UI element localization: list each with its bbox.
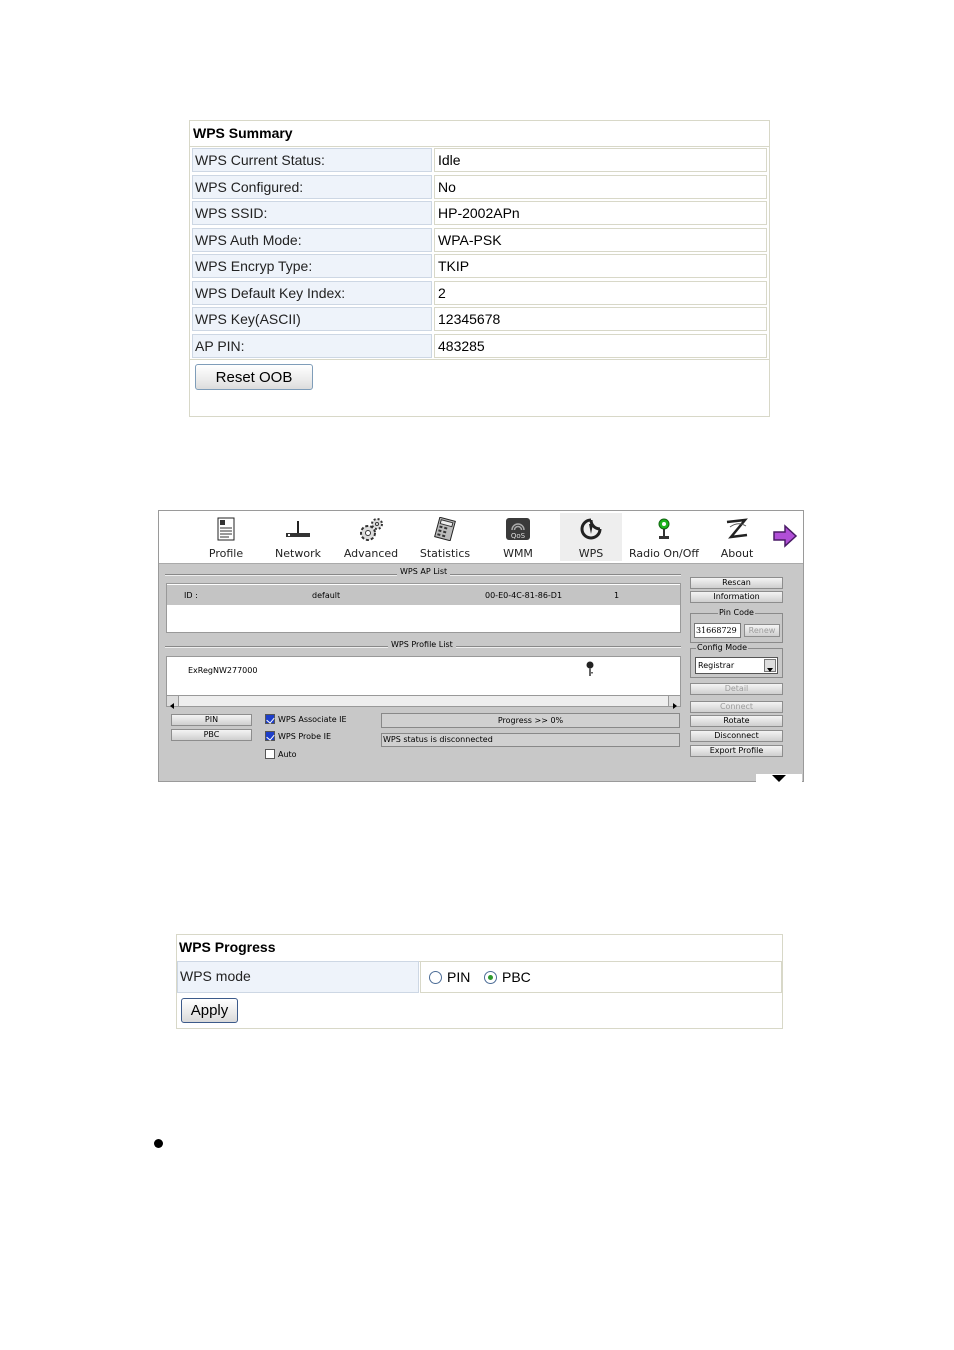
radio-icon (655, 517, 673, 541)
summary-label: WPS Configured: (192, 175, 432, 199)
summary-label: WPS Encryp Type: (192, 254, 432, 278)
scroll-left-button[interactable] (167, 696, 179, 706)
chevron-down-icon (765, 664, 775, 675)
toolbar-radio[interactable] (625, 513, 703, 561)
wps-progress-panel (176, 934, 783, 1029)
horizontal-scrollbar[interactable] (166, 695, 681, 707)
pin-radio[interactable] (429, 971, 442, 984)
utility-toolbar (159, 511, 803, 564)
wps-summary-title: WPS Summary (190, 121, 769, 147)
wps-probe-ie-checkbox[interactable] (265, 731, 275, 741)
summary-value: HP-2002APn (434, 201, 767, 225)
ap-count: 1 (614, 591, 620, 600)
statistics-icon (434, 517, 456, 541)
bullet-point (154, 1139, 163, 1148)
auto-label: Auto (278, 750, 297, 759)
summary-value: No (434, 175, 767, 199)
toolbar-label: Statistics (419, 547, 471, 560)
summary-row-auth-mode (190, 227, 769, 253)
summary-row-ap-pin (190, 333, 769, 359)
config-mode-title: Config Mode (697, 643, 748, 652)
summary-value: 483285 (434, 334, 767, 358)
auto-checkbox[interactable] (265, 749, 275, 759)
toolbar-advanced[interactable] (340, 513, 402, 561)
summary-row-ssid (190, 200, 769, 226)
pin-button[interactable]: PIN (171, 714, 252, 726)
toolbar-label: WMM (503, 547, 533, 560)
toolbar-label: Radio On/Off (629, 547, 699, 560)
config-mode-group (690, 643, 783, 678)
summary-row-configured (190, 174, 769, 200)
pin-code-title: Pin Code (719, 608, 754, 617)
summary-row-current-status (190, 147, 769, 173)
export-profile-button[interactable]: Export Profile (690, 745, 783, 757)
wmm-icon (505, 517, 531, 541)
summary-value: 12345678 (434, 307, 767, 331)
wmm-qos-label: QoS (510, 532, 526, 540)
toolbar-label: About (720, 547, 754, 560)
config-mode-select[interactable] (695, 657, 778, 674)
triangle-down-icon (772, 775, 786, 782)
pbc-radio[interactable] (484, 971, 497, 984)
toolbar-label: Network (275, 547, 321, 560)
disconnect-button[interactable]: Disconnect (690, 730, 783, 742)
collapse-tab[interactable] (756, 774, 802, 782)
summary-label: AP PIN: (192, 334, 432, 358)
scroll-right-button[interactable] (668, 696, 680, 706)
profile-list-title: WPS Profile List (388, 640, 456, 649)
detail-button[interactable]: Detail (690, 683, 783, 695)
ap-ssid: default (312, 591, 341, 600)
summary-row-key-ascii (190, 306, 769, 332)
profile-list-item[interactable]: ExRegNW277000 (188, 666, 258, 675)
wps-probe-ie-label: WPS Probe IE (278, 732, 332, 741)
toolbar-label: Profile (208, 547, 244, 560)
network-icon (284, 517, 312, 541)
wps-mode-label: WPS mode (177, 961, 419, 993)
about-icon (724, 517, 750, 541)
pbc-radio-label: PBC (502, 969, 531, 985)
pin-code-field[interactable]: 31668729 (694, 623, 741, 638)
summary-row-key-index (190, 280, 769, 306)
pbc-button[interactable]: PBC (171, 729, 252, 741)
toolbar-label: WPS (578, 547, 604, 560)
ap-list-title: WPS AP List (397, 567, 450, 576)
reset-oob-button[interactable]: Reset OOB (195, 364, 313, 390)
rotate-button[interactable]: Rotate (690, 715, 783, 727)
summary-label: WPS Current Status: (192, 148, 432, 172)
key-icon (585, 661, 595, 677)
wps-associate-ie-label: WPS Associate IE (278, 715, 347, 724)
config-mode-value: Registrar (698, 661, 735, 670)
ap-list (166, 583, 681, 633)
wps-icon (579, 517, 603, 541)
arrow-left-icon (167, 701, 178, 711)
advanced-icon (357, 517, 385, 543)
summary-label: WPS Default Key Index: (192, 281, 432, 305)
toolbar-about[interactable] (706, 513, 768, 561)
connect-button[interactable]: Connect (690, 701, 783, 713)
ap-id-label: ID : (184, 591, 198, 600)
toolbar-label: Advanced (343, 547, 399, 560)
information-button[interactable]: Information (690, 591, 783, 603)
summary-value: TKIP (434, 254, 767, 278)
config-mode-dropdown-button[interactable] (764, 659, 776, 672)
wps-summary-panel (189, 120, 770, 417)
toolbar-wps[interactable] (560, 513, 622, 561)
apply-button[interactable]: Apply (181, 998, 238, 1023)
ap-list-row[interactable] (167, 585, 680, 605)
divider (190, 359, 769, 360)
rescan-button[interactable]: Rescan (690, 577, 783, 589)
pin-radio-label: PIN (447, 969, 471, 985)
ap-bssid: 00-E0-4C-81-86-D1 (485, 591, 563, 600)
toolbar-network[interactable] (267, 513, 329, 561)
summary-label: WPS SSID: (192, 201, 432, 225)
wps-mode-options (420, 961, 782, 993)
status-text: WPS status is disconnected (381, 733, 680, 747)
profile-icon (217, 517, 235, 541)
summary-label: WPS Auth Mode: (192, 228, 432, 252)
summary-label: WPS Key(ASCII) (192, 307, 432, 331)
toolbar-wmm[interactable] (487, 513, 549, 561)
wps-progress-title: WPS Progress (177, 935, 782, 962)
wps-utility-window (158, 510, 804, 782)
pin-code-group (690, 608, 783, 643)
next-arrow-icon[interactable] (772, 524, 798, 548)
toolbar-statistics[interactable] (414, 513, 476, 561)
wps-associate-ie-checkbox[interactable] (265, 714, 275, 724)
summary-value: WPA-PSK (434, 228, 767, 252)
renew-button[interactable]: Renew (744, 624, 780, 637)
toolbar-profile[interactable] (195, 513, 257, 561)
summary-value: Idle (434, 148, 767, 172)
progress-bar: Progress >> 0% (381, 713, 680, 728)
summary-row-encryp-type (190, 253, 769, 279)
summary-value: 2 (434, 281, 767, 305)
arrow-right-icon (669, 701, 680, 711)
